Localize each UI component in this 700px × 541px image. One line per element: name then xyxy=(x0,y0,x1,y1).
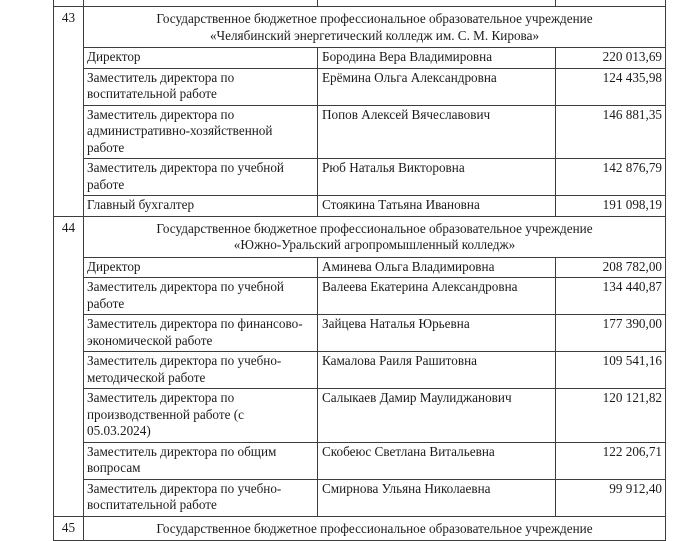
table-row xyxy=(54,442,666,479)
table-row xyxy=(54,105,666,159)
position-cell: Заместитель директора по учебно-воспитательной работе xyxy=(84,479,318,516)
salary-cell: 220 013,69 xyxy=(556,48,666,69)
name-cell: Аминева Ольга Владимировна xyxy=(318,257,556,278)
name-cell: Скобеюс Светлана Витальевна xyxy=(318,442,556,479)
section-header-row xyxy=(54,516,666,541)
position-cell: Заместитель директора по финансово-экономической работе xyxy=(84,315,318,352)
salary-cell: 146 881,35 xyxy=(556,105,666,159)
table-row xyxy=(54,352,666,389)
salary-cell: 109 541,16 xyxy=(556,352,666,389)
section-header-row xyxy=(54,7,666,48)
position-cell: Заместитель директора по учебно-методической работе xyxy=(84,352,318,389)
position-cell: Директор xyxy=(84,48,318,69)
table-row xyxy=(54,389,666,443)
salary-cell: 120 121,82 xyxy=(556,389,666,443)
section-header-row xyxy=(54,216,666,257)
salary-cell: 99 912,40 xyxy=(556,479,666,516)
position-cell: Заместитель директора по воспитательной работе xyxy=(84,68,318,105)
institution-name-cell xyxy=(84,516,666,541)
name-cell: Бородина Вера Владимировна xyxy=(318,48,556,69)
section-number: 44 xyxy=(54,216,84,516)
institution-name-cell xyxy=(84,216,666,257)
name-cell: Рюб Наталья Викторовна xyxy=(318,159,556,196)
institution-name-line1: Государственное бюджетное профессиональное образовательное учреждение xyxy=(156,220,593,236)
name-cell: Зайцева Наталья Юрьевна xyxy=(318,315,556,352)
salary-cell: 191 098,19 xyxy=(556,196,666,217)
name-cell: Стоякина Татьяна Ивановна xyxy=(318,196,556,217)
table-row xyxy=(54,315,666,352)
table-row xyxy=(54,479,666,516)
table-row xyxy=(54,159,666,196)
name-cell: Попов Алексей Вячеславович xyxy=(318,105,556,159)
name-cell: Камалова Раиля Рашитовна xyxy=(318,352,556,389)
position-cell: Заместитель директора по производственной работе (с 05.03.2024) xyxy=(84,389,318,443)
salary-cell: 142 876,79 xyxy=(556,159,666,196)
name-cell: Смирнова Ульяна Николаевна xyxy=(318,479,556,516)
institution-name-cell xyxy=(84,7,666,48)
institution-name-line2: «Южно-Уральский агропромышленный колледж» xyxy=(233,237,516,252)
salary-cell: 177 390,00 xyxy=(556,315,666,352)
table-row xyxy=(54,68,666,105)
institution-name-line1: Государственное бюджетное профессиональное образовательное учреждение xyxy=(156,11,593,26)
position-cell: Заместитель директора по административно-хозяйственной работе xyxy=(84,105,318,159)
name-cell: Ерёмина Ольга Александровна xyxy=(318,68,556,105)
name-cell: Валеева Екатерина Александровна xyxy=(318,278,556,315)
position-cell: Главный бухгалтер xyxy=(84,196,318,217)
position-cell: Заместитель директора по учебной работе xyxy=(84,159,318,196)
salary-table xyxy=(53,0,666,541)
section-number: 45 xyxy=(54,516,84,541)
salary-cell: 124 435,98 xyxy=(556,68,666,105)
section-number: 43 xyxy=(54,7,84,217)
name-cell: Салыкаев Дамир Маулиджанович xyxy=(318,389,556,443)
salary-cell: 134 440,87 xyxy=(556,278,666,315)
institution-name-line1: Государственное бюджетное профессиональное образовательное учреждение xyxy=(156,520,593,536)
salary-cell: 208 782,00 xyxy=(556,257,666,278)
salary-cell: 122 206,71 xyxy=(556,442,666,479)
table-row xyxy=(54,278,666,315)
table-row xyxy=(54,257,666,278)
table-row xyxy=(54,48,666,69)
position-cell: Заместитель директора по общим вопросам xyxy=(84,442,318,479)
table-row xyxy=(54,196,666,217)
position-cell: Заместитель директора по учебной работе xyxy=(84,278,318,315)
position-cell: Директор xyxy=(84,257,318,278)
institution-name-line2: «Челябинский энергетический колледж им. С. М. Кирова» xyxy=(209,27,540,43)
